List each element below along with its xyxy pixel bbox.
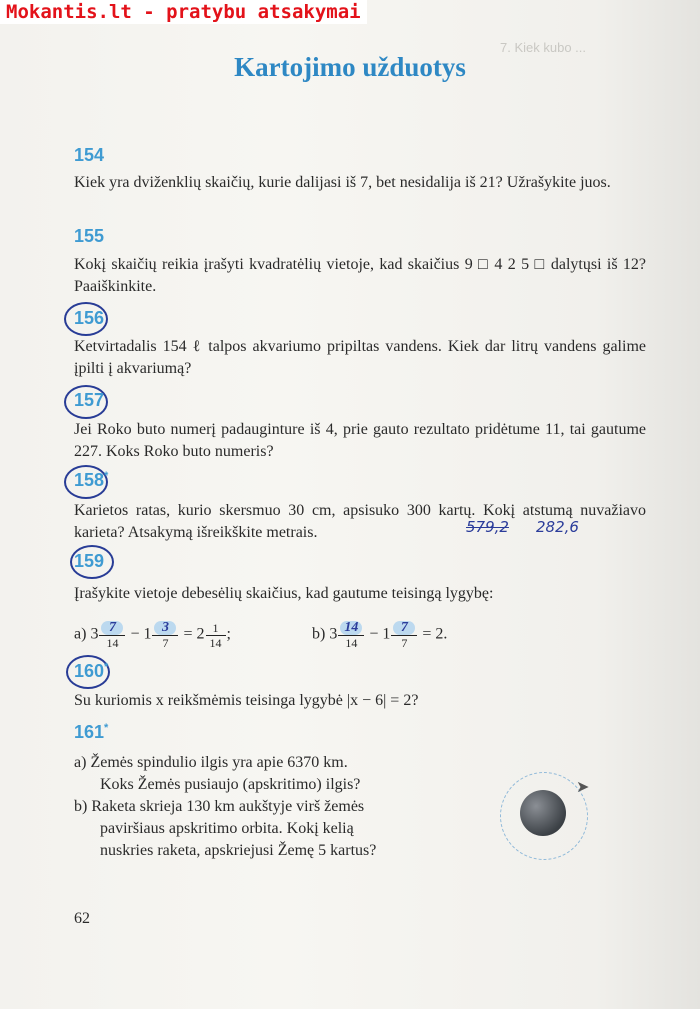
task-number-155: 155 <box>74 226 105 246</box>
equation-a-159 <box>74 620 231 650</box>
page-title: Kartojimo užduotys <box>234 52 466 82</box>
fraction <box>391 620 417 650</box>
task-number-157: 157 <box>74 390 105 410</box>
task-number-156: 156 <box>74 308 105 328</box>
cloud-answer: 7 <box>101 621 123 635</box>
task-number-159: 159 <box>74 551 105 571</box>
task-text-159: Įrašykite vietoje debesėlių skaičius, kad gautume teisingą lygybę: <box>74 585 494 602</box>
handwritten-answer-158: 282,6 <box>536 518 579 536</box>
task-text-157: Jei Roko buto numerį padauginture iš 4, prie gauto rezultato pridėtume 11, tai gautume 227. Koks Roko buto numeris? <box>74 421 646 460</box>
part-b-line-1: Raketa skrieja 130 km aukštyje virš žemės <box>91 798 365 815</box>
rocket-icon: ➤ <box>576 779 590 796</box>
star-mark: * <box>104 470 109 482</box>
star-mark: * <box>104 722 109 734</box>
equals-whole: = 2. <box>422 625 448 643</box>
equals-whole: = 2 <box>183 625 205 643</box>
watermark-banner: Mokantis.lt - pratybu atsakymai <box>0 0 367 24</box>
fraction-denominator: 7 <box>162 636 169 650</box>
page-number: 62 <box>74 910 90 927</box>
part-label: a) <box>74 754 87 771</box>
handwritten-crossed-answer-158: 579,2 <box>466 518 509 536</box>
minus-whole: − 1 <box>369 625 391 643</box>
minus-whole: − 1 <box>130 625 152 643</box>
fraction-denominator: 14 <box>345 636 358 650</box>
fraction-denominator: 7 <box>401 636 408 650</box>
part-a-line-1: Žemės spindulio ilgis yra apie 6370 km. <box>90 754 348 771</box>
cloud-answer: 3 <box>154 621 176 635</box>
task-text-160: Su kuriomis x reikšmėmis teisinga lygybė |x − 6| = 2? <box>74 692 419 709</box>
task-161-part-b <box>74 796 494 862</box>
task-161-part-a <box>74 752 494 796</box>
part-label: b) <box>74 798 88 815</box>
task-text-158: Karietos ratas, kurio skersmuo 30 cm, apsisuko 300 kartų. Kokį atstumą nuvažiavo karieta? Atsakymą išreikškite metrais. <box>74 502 646 541</box>
task-number-160 <box>74 661 108 682</box>
task-number-161-value: 161 <box>74 722 105 742</box>
task-number-158 <box>74 470 108 491</box>
bleed-through-text: 7. Kiek kubo ... <box>500 40 586 55</box>
star-mark: * <box>104 661 109 673</box>
semicolon: ; <box>226 625 231 643</box>
task-text-154: Kiek yra dviženklių skaičių, kurie dalijasi iš 7, bet nesidalija iš 21? Užrašykite juos. <box>74 174 611 191</box>
equation-label: b) <box>312 625 326 643</box>
equation-b-159 <box>312 620 447 650</box>
whole-part: 3 <box>90 625 99 643</box>
fraction <box>152 620 178 650</box>
fraction-numerator: 1 <box>206 621 226 636</box>
fraction-denominator: 14 <box>209 635 222 650</box>
cloud-answer: 7 <box>393 621 415 635</box>
fraction <box>99 620 125 650</box>
part-b-line-2: paviršiaus apskritimo orbita. Kokį kelią <box>100 820 354 837</box>
task-number-154: 154 <box>74 145 105 165</box>
whole-part: 3 <box>329 625 338 643</box>
part-a-line-2: Koks Žemės pusiaujo (apskritimo) ilgis? <box>100 776 361 793</box>
part-b-line-3: nuskries raketa, apskriejusi Žemę 5 kartus? <box>100 842 377 859</box>
task-number-160-value: 160 <box>74 661 105 681</box>
earth-globe-illustration <box>520 790 566 836</box>
task-text-155: Kokį skaičių reikia įrašyti kvadratėlių vietoje, kad skaičius 9 □ 4 2 5 □ dalytųsi iš 12? Paaiškinkite. <box>74 256 646 295</box>
cloud-answer: 14 <box>340 621 362 635</box>
fraction <box>206 621 226 650</box>
fraction <box>338 620 364 650</box>
equation-label: a) <box>74 625 87 643</box>
task-text-156: Ketvirtadalis 154 ℓ talpos akvariumo pripiltas vandens. Kiek dar litrų vandens galime įpilti į akvariumą? <box>74 338 646 377</box>
task-number-161 <box>74 722 108 743</box>
fraction-denominator: 14 <box>106 636 119 650</box>
task-number-158-value: 158 <box>74 470 105 490</box>
